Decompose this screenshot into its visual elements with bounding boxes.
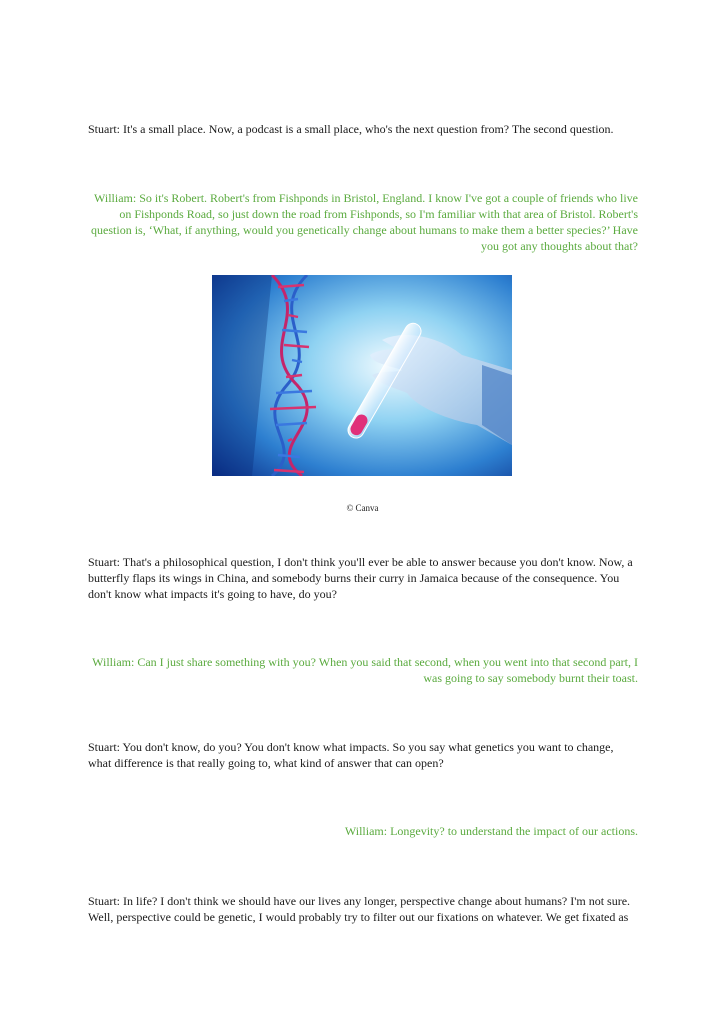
dna-test-tube-image: [212, 275, 512, 476]
transcript-paragraph-william: William: Can I just share something with you? When you said that second, when you went into that second part, I was going to say somebody burnt their toast.: [92, 655, 638, 685]
transcript-paragraph-stuart: Stuart: You don't know, do you? You don't know what impacts. So you say what genetics you want to change, what difference is that really going to, what kind of answer that can open?: [88, 740, 614, 770]
transcript-paragraph-stuart: Stuart: It's a small place. Now, a podcast is a small place, who's the next question from? The second question.: [88, 122, 614, 136]
transcript-paragraph-william: William: So it's Robert. Robert's from Fishponds in Bristol, England. I know I've got a couple of friends who live on Fishponds Road, so just down the road from Fishponds, so I'm familiar with that area of Bristol. Robert's question is, ‘What, if anything, would you genetically change about humans to make them a better species?’ Have you got any thoughts about that?: [91, 191, 638, 253]
image-caption: © Canva: [346, 503, 379, 513]
transcript-paragraph-william: William: Longevity? to understand the impact of our actions.: [344, 824, 638, 838]
transcript-paragraph-stuart: Stuart: In life? I don't think we should have our lives any longer, perspective change about humans? I'm not sure. Well, perspective could be genetic, I would probably try to filter out our fixations on whatever. We get fixated as: [88, 894, 631, 924]
transcript-paragraph-stuart: Stuart: That's a philosophical question, I don't think you'll ever be able to answer because you don't know. Now, a butterfly flaps its wings in China, and somebody burns their curry in Jamaica because of the consequence. You don't know what impacts it's going to have, do you?: [88, 555, 633, 601]
dna-photo-illustration: [212, 275, 512, 476]
